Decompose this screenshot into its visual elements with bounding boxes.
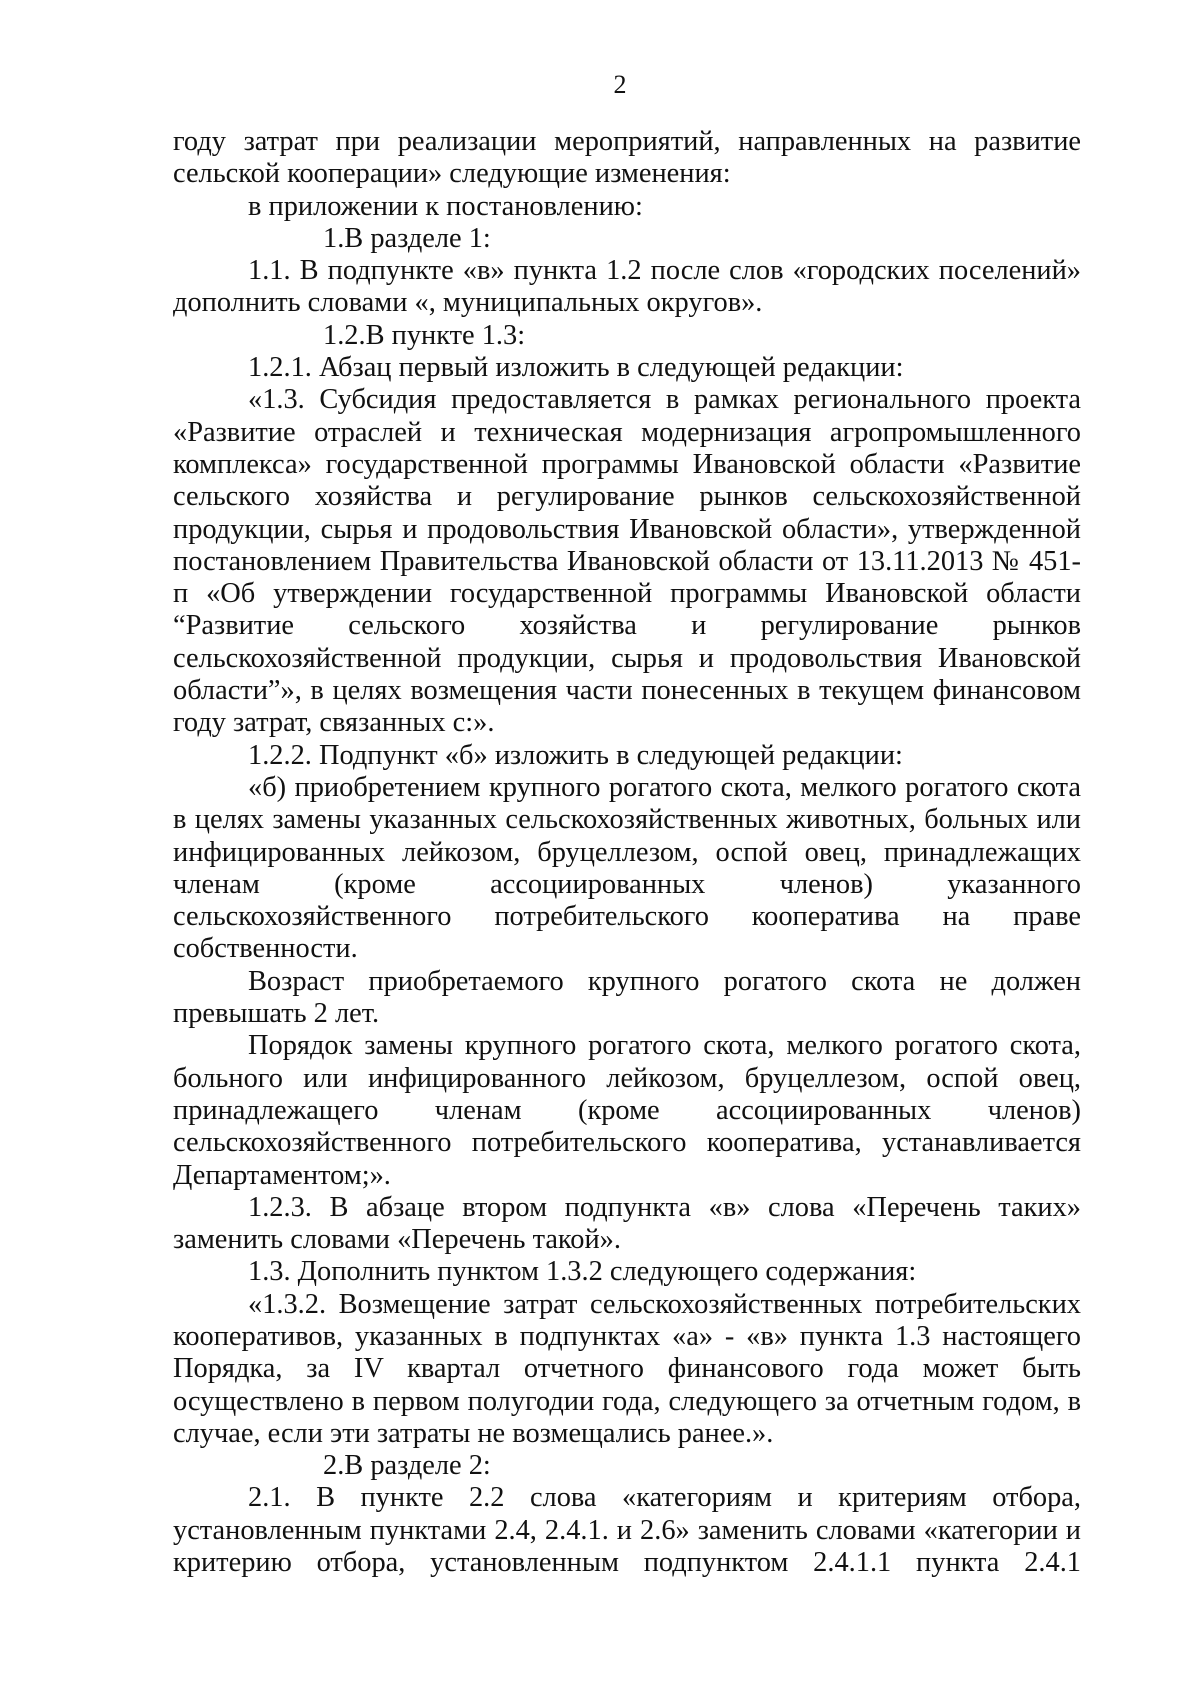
paragraph-quote-b: «б) приобретением крупного рогатого скота, мелкого рогатого скота в целях замены указанных сельскохозяйственных животных, больных или инфицированных лейкозом, бруцеллезом, оспой овец, принадлежащих членам (кроме ассоциированных членов) указанного сельскохозяйственного потребительского кооператива на праве собственности. — [173, 771, 1081, 965]
page-number: 2 — [613, 70, 627, 99]
section-number: 2. — [323, 1450, 345, 1482]
paragraph-appendix-intro: в приложении к постановлению: — [248, 190, 643, 222]
document-body — [173, 126, 1081, 1579]
paragraph-age-limit: Возраст приобретаемого крупного рогатого скота не должен превышать 2 лет. — [173, 965, 1081, 1030]
paragraph-quote-1-3-2: «1.3.2. Возмещение затрат сельскохозяйственных потребительских кооперативов, указанных в подпунктах «а» - «в» пункта 1.3 настоящего Порядка, за IV квартал отчетного финансового года может быть осуществлено в первом полугодии года, следующего за отчетным годом, в случае, если эти затраты не возмещались ранее.». — [173, 1288, 1081, 1449]
paragraph-quote-1-3: «1.3. Субсидия предоставляется в рамках регионального проекта «Развитие отраслей и техническая модернизация агропромышленного комплекса» государственной программы Ивановской области «Развитие сельского хозяйства и регулирование рынков сельскохозяйственной продукции, сырья и продовольствия Ивановской области», утвержденной постановлением Правительства Ивановской области от 13.11.2013 № 451-п «Об утверждении государственной программы Ивановской области “Развитие сельского хозяйства и регулирование рынков сельскохозяйственной продукции, сырья и продовольствия Ивановской области”», в целях возмещения части понесенных в текущем финансовом году затрат, связанных с:». — [173, 384, 1081, 739]
paragraph-item-1-2-3: 1.2.3. В абзаце втором подпункта «в» слова «Перечень таких» заменить словами «Перечень такой». — [173, 1191, 1081, 1256]
section-number: 1. — [323, 222, 345, 254]
paragraph-item-1-2 — [173, 320, 1081, 352]
paragraph-item-1-2-2: 1.2.2. Подпункт «б» изложить в следующей редакции: — [248, 739, 903, 771]
paragraph-item-1-1: 1.1. В подпункте «в» пункта 1.2 после слов «городских поселений» дополнить словами «, муниципальных округов». — [173, 255, 1081, 319]
item-title: В пункте 1.3: — [365, 319, 526, 351]
paragraph-item-2-1: 2.1. В пункте 2.2 слова «категориям и критериям отбора, установленным пунктами 2.4, 2.4.1. и 2.6» заменить словами «категории и критерию отбора, установленным подпунктом 2.4.1.1 пункта 2.4.1 — [173, 1482, 1081, 1579]
paragraph-replacement-order: Порядок замены крупного рогатого скота, мелкого рогатого скота, больного или инфицированного лейкозом, бруцеллезом, оспой овец, принадлежащего членам (кроме ассоциированных членов) сельскохозяйственного потребительского кооператива, устанавливается Департаментом;». — [173, 1030, 1081, 1191]
paragraph-item-1-2-1: 1.2.1. Абзац первый изложить в следующей редакции: — [248, 352, 904, 384]
paragraph-item-1-3: 1.3. Дополнить пунктом 1.3.2 следующего содержания: — [248, 1256, 917, 1288]
section-title: В разделе 2: — [344, 1450, 491, 1482]
paragraph-section-1 — [173, 223, 1081, 255]
section-title: В разделе 1: — [344, 222, 491, 254]
paragraph-continuation: году затрат при реализации мероприятий, направленных на развитие сельской кооперации» следующие изменения: — [173, 126, 1081, 190]
paragraph-section-2 — [173, 1450, 1081, 1482]
item-number: 1.2. — [323, 319, 366, 351]
